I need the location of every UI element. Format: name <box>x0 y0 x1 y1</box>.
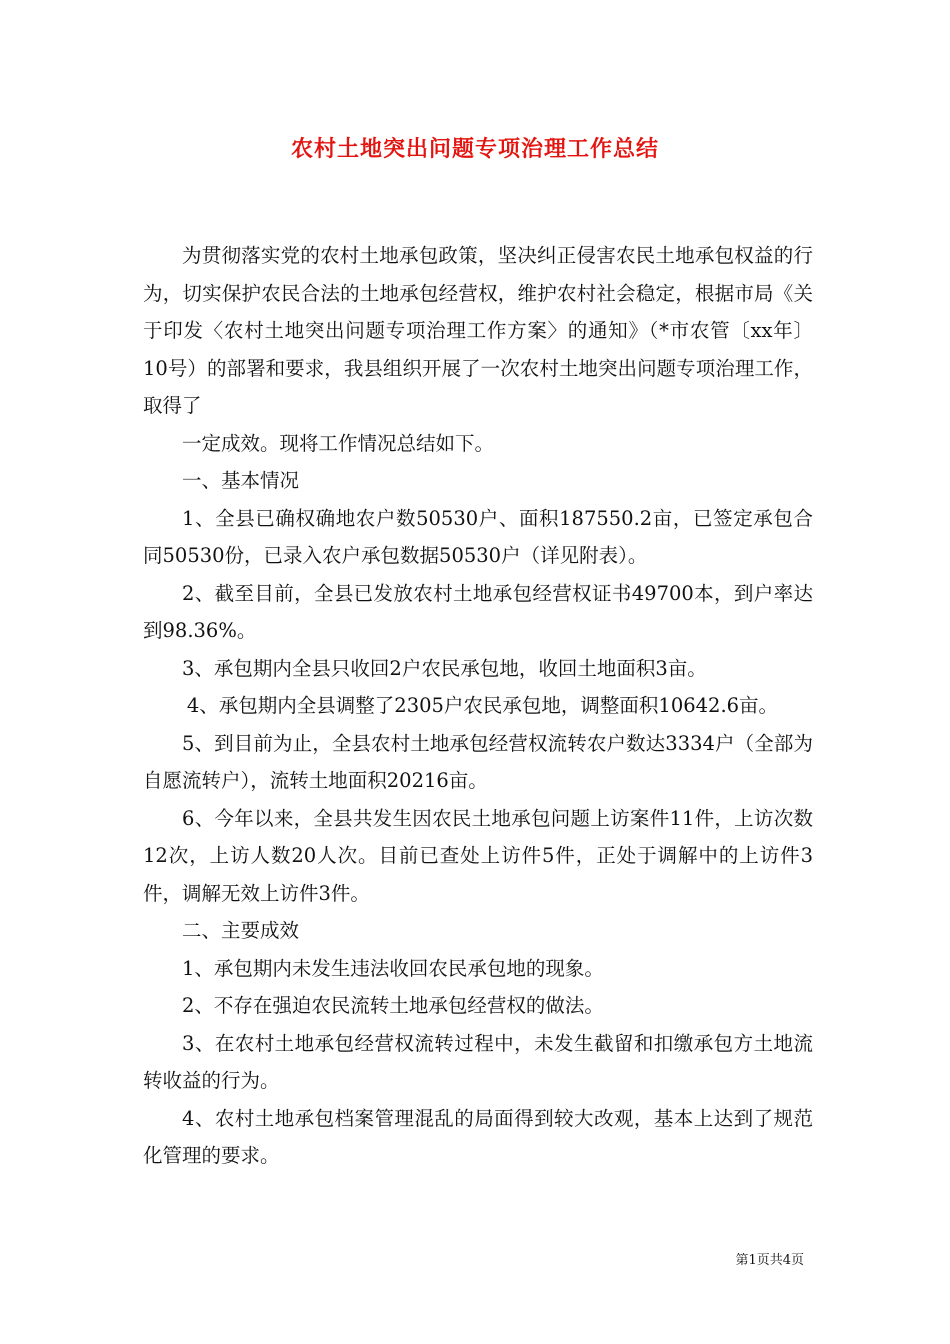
paragraph-results-1: 1、承包期内未发生违法收回农民承包地的现象。 <box>182 956 604 980</box>
document-title: 农村土地突出问题专项治理工作总结 <box>290 136 659 162</box>
section-heading-basic: 一、基本情况 <box>182 469 300 492</box>
section-heading-results: 二、主要成效 <box>182 919 300 942</box>
paragraph-basic-5: 5、到目前为止，全县农村土地承包经营权流转农户数达3334户（全部为自愿流转户），流转土地面积20216亩。 <box>143 731 813 792</box>
document-body <box>143 237 813 1175</box>
paragraph-basic-3: 3、承包期内全县只收回2户农民承包地，收回土地面积3亩。 <box>182 656 707 680</box>
paragraph-basic-2: 2、截至目前，全县已发放农村土地承包经营权证书49700本，到户率达到98.36%。 <box>143 581 813 642</box>
paragraph-results-3: 3、在农村土地承包经营权流转过程中，未发生截留和扣缴承包方土地流转收益的行为。 <box>143 1031 813 1092</box>
page-number: 第1页共4页 <box>735 1253 804 1268</box>
paragraph-results-2: 2、不存在强迫农民流转土地承包经营权的做法。 <box>182 994 604 1017</box>
paragraph-intro-continued: 一定成效。现将工作情况总结如下。 <box>182 431 495 455</box>
paragraph-intro: 为贯彻落实党的农村土地承包政策，坚决纠正侵害农民土地承包权益的行为，切实保护农民合法的土地承包经营权，维护农村社会稳定，根据市局《关于印发〈农村土地突出问题专项治理工作方案〉的通知》（*市农管〔xx年〕10号）的部署和要求，我县组织开展了一次农村土地突出问题专项治理工作，取得了 <box>143 244 813 417</box>
paragraph-basic-4: 4、承包期内全县调整了2305户农民承包地，调整面积10642.6亩。 <box>186 694 779 717</box>
paragraph-basic-1: 1、全县已确权确地农户数50530户、面积187550.2亩，已签定承包合同50530份，已录入农户承包数据50530户（详见附表）。 <box>143 506 813 567</box>
paragraph-results-4: 4、农村土地承包档案管理混乱的局面得到较大改观，基本上达到了规范化管理的要求。 <box>143 1106 813 1167</box>
paragraph-basic-6: 6、今年以来，全县共发生因农民土地承包问题上访案件11件，上访次数12次，上访人数20人次。目前已查处上访件5件，正处于调解中的上访件3件，调解无效上访件3件。 <box>143 806 813 905</box>
